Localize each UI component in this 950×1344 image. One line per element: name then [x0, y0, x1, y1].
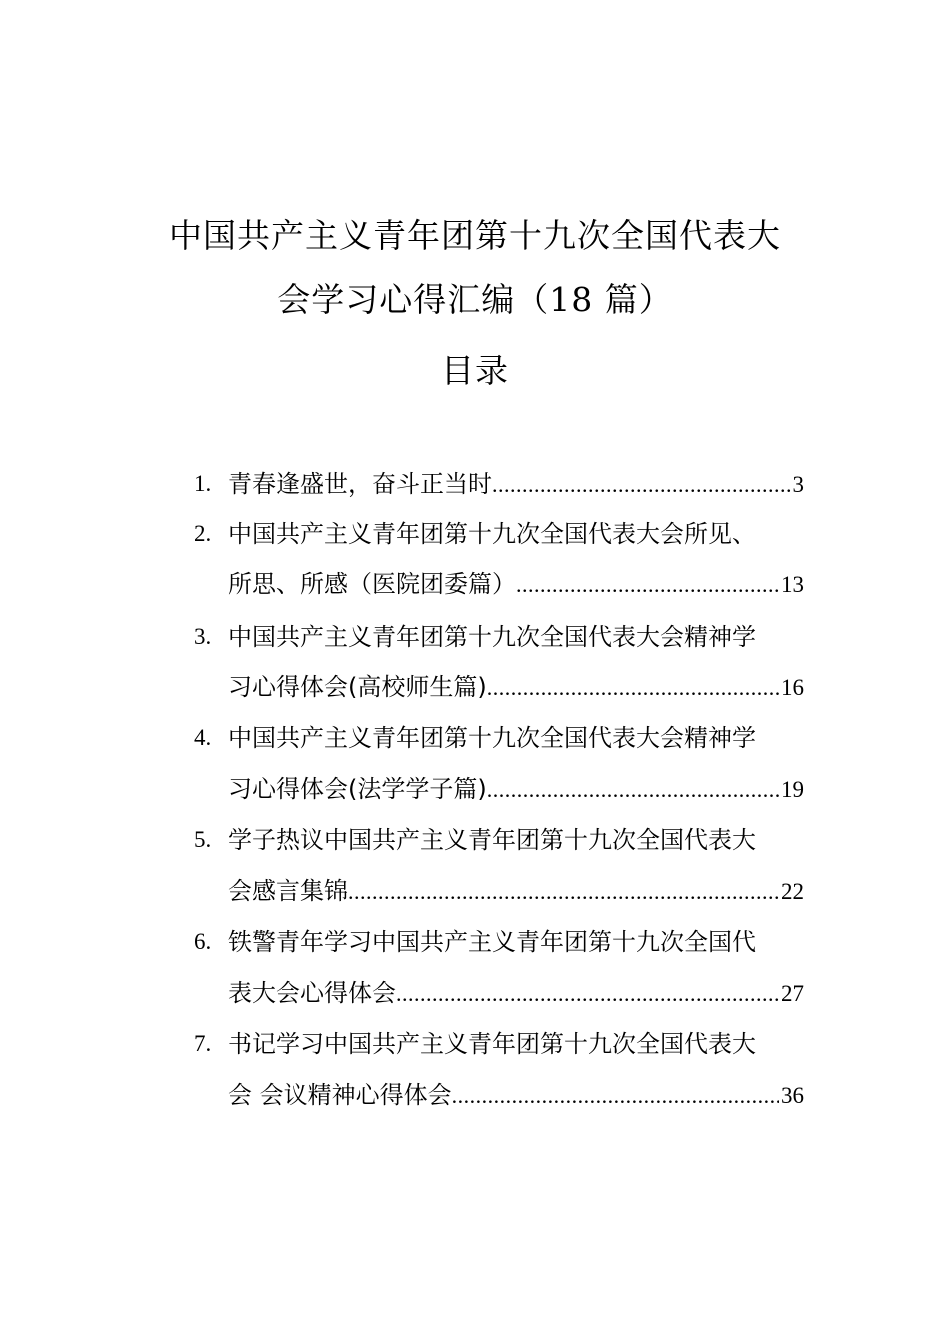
toc-page-number: 36 — [781, 1083, 804, 1108]
toc-leader-dots — [487, 671, 779, 704]
toc-leader-dots — [396, 977, 779, 1010]
toc-entry-5[interactable] — [228, 874, 804, 908]
toc-leader-dots — [487, 773, 779, 806]
toc-page-number: 3 — [792, 472, 804, 497]
toc-entry-7-line1[interactable]: 书记学习中国共产主义青年团第十九次全国代表大 — [228, 1030, 756, 1058]
toc-entry-text: 习心得体会(高校师生篇) — [228, 673, 487, 701]
toc-leader-dots — [452, 1079, 779, 1112]
toc-entry-text: 会感言集锦 — [228, 877, 348, 905]
toc-leader-dots — [516, 568, 779, 601]
toc-entry-text: 习心得体会(法学学子篇) — [228, 775, 487, 803]
toc-page-number: 22 — [781, 879, 804, 904]
toc-entry-3-line1[interactable]: 中国共产主义青年团第十九次全国代表大会精神学 — [228, 623, 756, 651]
toc-entry-number: 5. — [194, 827, 212, 852]
toc-entry-text: 表大会心得体会 — [228, 979, 396, 1007]
toc-entry-number: 1. — [194, 471, 212, 496]
toc-entry-2[interactable] — [228, 567, 804, 601]
toc-entry-6-line1[interactable]: 铁警青年学习中国共产主义青年团第十九次全国代 — [228, 928, 756, 956]
toc-entry-5-line1[interactable]: 学子热议中国共产主义青年团第十九次全国代表大 — [228, 826, 756, 854]
toc-entry-number: 7. — [194, 1031, 212, 1056]
toc-entry-2-line1[interactable]: 中国共产主义青年团第十九次全国代表大会所见、 — [228, 520, 756, 548]
toc-entry-4[interactable] — [228, 772, 804, 806]
toc-leader-dots — [348, 875, 779, 908]
toc-entry-text: 所思、所感（医院团委篇） — [228, 570, 516, 598]
toc-entry-4-line1[interactable]: 中国共产主义青年团第十九次全国代表大会精神学 — [228, 724, 756, 752]
toc-leader-dots — [492, 468, 791, 501]
toc-heading: 目录 — [441, 351, 509, 390]
toc-entry-number: 2. — [194, 521, 212, 546]
toc-page-number: 13 — [781, 572, 804, 597]
document-title-line2: 会学习心得汇编（18 篇） — [277, 280, 673, 319]
toc-entry-number: 4. — [194, 725, 212, 750]
toc-entry-number: 3. — [194, 624, 212, 649]
toc-entry-3[interactable] — [228, 670, 804, 704]
toc-entry-text: 青春逢盛世，奋斗正当时 — [228, 470, 492, 498]
toc-entry-text: 会 会议精神心得体会 — [228, 1081, 452, 1109]
toc-page-number: 16 — [781, 675, 804, 700]
toc-entry-7[interactable] — [228, 1078, 804, 1112]
toc-entry-number: 6. — [194, 929, 212, 954]
toc-entry-1[interactable] — [228, 467, 804, 501]
toc-page-number: 19 — [781, 777, 804, 802]
document-title-line1: 中国共产主义青年团第十九次全国代表大 — [169, 216, 781, 255]
toc-entry-6[interactable] — [228, 976, 804, 1010]
toc-page-number: 27 — [781, 981, 804, 1006]
